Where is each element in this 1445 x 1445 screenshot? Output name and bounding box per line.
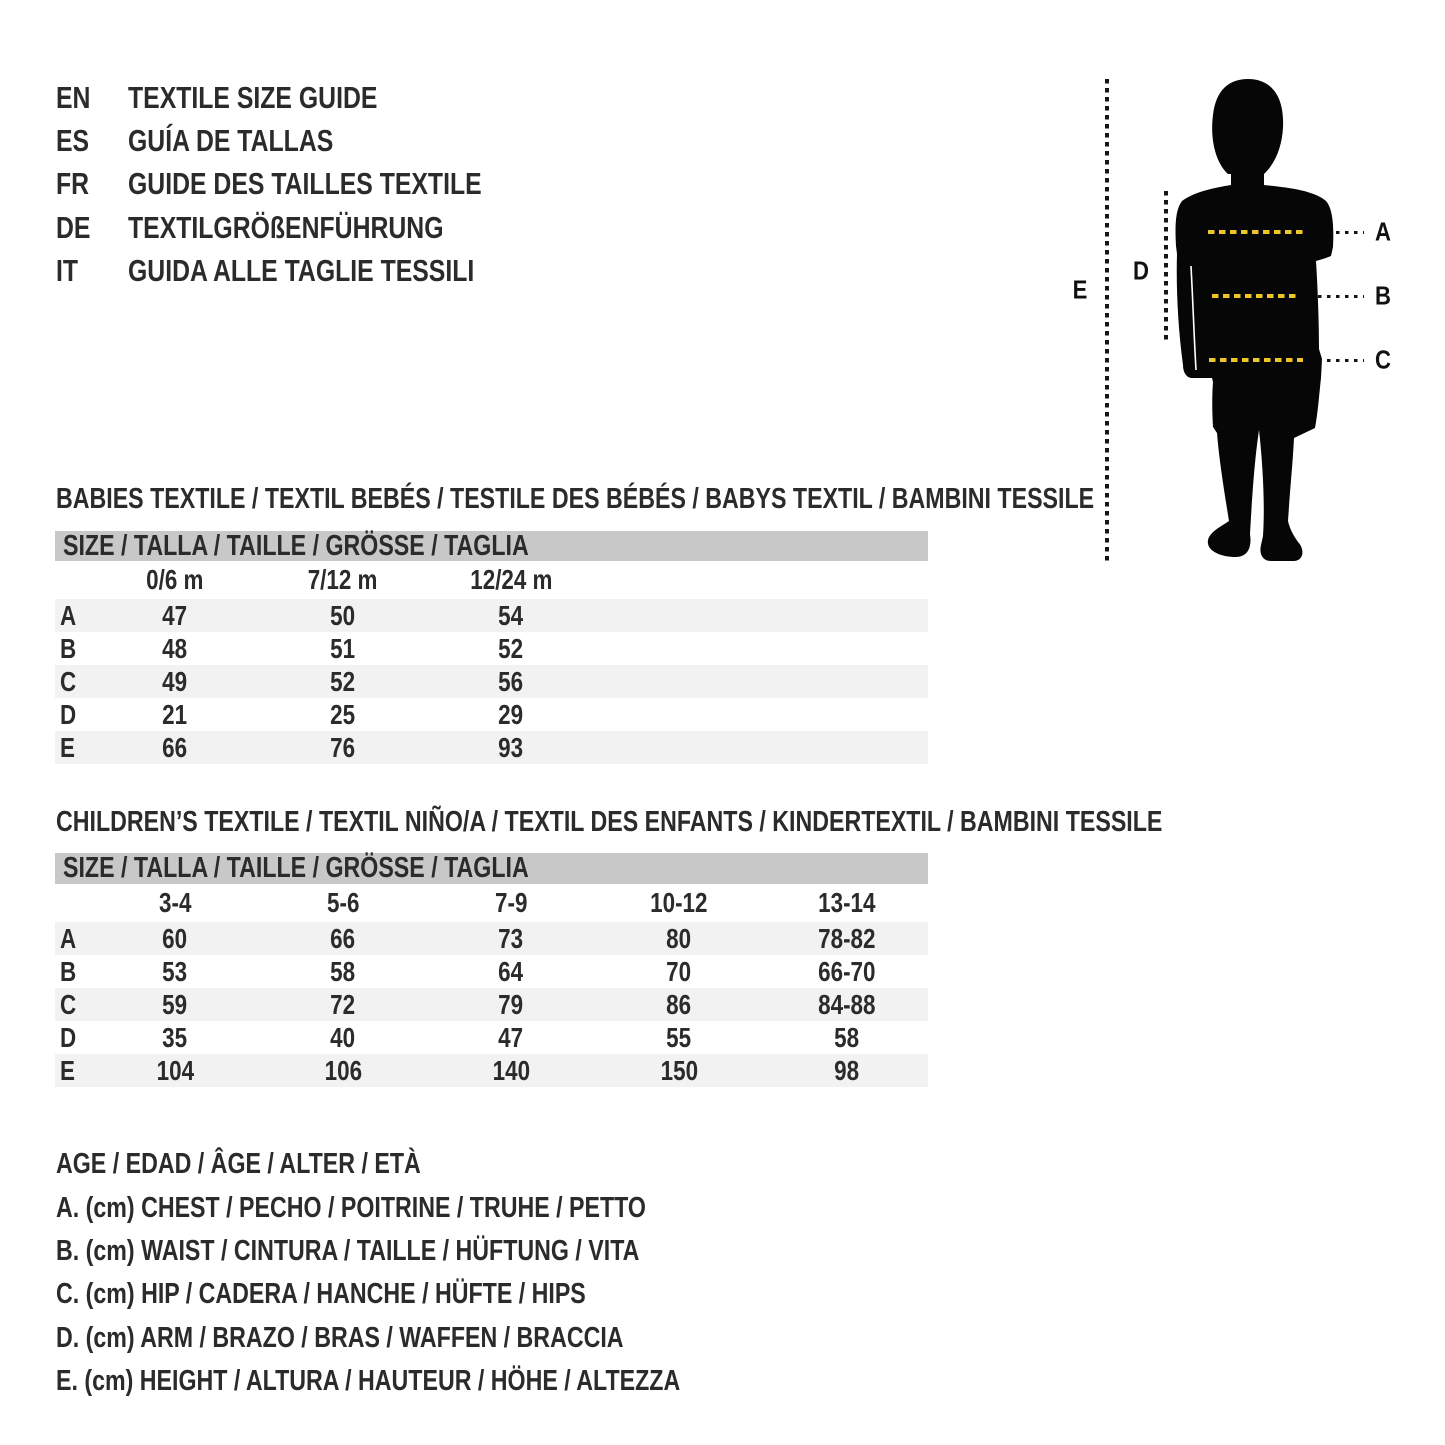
measurement-legend <box>56 1143 836 1403</box>
children-col-7-9: 7-9 <box>494 887 528 918</box>
measure-label-b: B <box>1375 280 1391 311</box>
table-row: A 47 50 54 <box>55 599 928 632</box>
children-section-heading: CHILDREN’S TEXTILE / TEXTIL NIÑO/A / TEXTIL DES ENFANTS / KINDERTEXTIL / BAMBINI TESSILE <box>56 806 1163 838</box>
lang-row-fr <box>56 163 570 206</box>
table-row: B 48 51 52 <box>60 632 524 664</box>
children-table <box>55 884 928 1087</box>
title-fr: GUIDE DES TAILLES TEXTILE <box>128 166 482 202</box>
children-size-band-label: SIZE / TALLA / TAILLE / GRÖSSE / TAGLIA <box>63 852 529 884</box>
table-row: D 35 40 47 55 58 <box>60 1021 860 1053</box>
legend-waist: B. (cm) WAIST / CINTURA / TAILLE / HÜFTUNG / VITA <box>56 1234 640 1267</box>
arm-measure-line-d <box>1164 191 1168 343</box>
babies-table <box>55 561 928 764</box>
measure-label-d: D <box>1133 255 1149 286</box>
lang-code-en: EN <box>56 79 91 115</box>
legend-arm: D. (cm) ARM / BRAZO / BRAS / WAFFEN / BRACCIA <box>56 1321 624 1354</box>
table-row: B 53 58 64 70 66-70 <box>60 955 876 987</box>
waist-dash-line-b <box>1212 294 1298 298</box>
babies-column-header-row <box>55 561 928 599</box>
children-col-3-4: 3-4 <box>158 887 192 918</box>
lang-row-de <box>56 206 570 249</box>
lang-row-it <box>56 250 570 293</box>
children-size-band <box>55 853 928 884</box>
table-row: D 21 25 29 <box>60 698 524 730</box>
lang-row-es <box>56 119 570 162</box>
hip-dash-line-c <box>1209 358 1303 362</box>
legend-height: E. (cm) HEIGHT / ALTURA / HAUTEUR / HÖHE / ALTEZZA <box>56 1365 681 1398</box>
measure-label-c: C <box>1375 344 1391 375</box>
lang-code-it: IT <box>56 253 79 289</box>
lang-code-de: DE <box>56 209 91 245</box>
chest-dash-line-a <box>1208 230 1304 234</box>
title-it: GUIDA ALLE TAGLIE TESSILI <box>128 253 475 289</box>
lang-code-es: ES <box>56 123 90 159</box>
children-col-5-6: 5-6 <box>326 887 360 918</box>
child-silhouette-figure <box>1168 78 1340 568</box>
children-col-13-14: 13-14 <box>818 887 876 918</box>
children-col-10-12: 10-12 <box>650 887 708 918</box>
babies-size-band-label: SIZE / TALLA / TAILLE / GRÖSSE / TAGLIA <box>63 529 529 562</box>
table-row: A 60 66 73 80 78-82 <box>55 922 928 955</box>
measure-label-e: E <box>1072 274 1088 305</box>
title-de: TEXTILGRÖßENFÜHRUNG <box>128 209 444 245</box>
babies-col-7-12m: 7/12 m <box>308 564 378 595</box>
lang-code-fr: FR <box>56 166 90 202</box>
language-title-block <box>56 76 570 293</box>
table-row: C 59 72 79 86 84-88 <box>55 988 928 1021</box>
babies-section-heading: BABIES TEXTILE / TEXTIL BEBÉS / TESTILE DES BÉBÉS / BABYS TEXTIL / BAMBINI TESSILE <box>56 483 1095 515</box>
table-row: C 49 52 56 <box>55 665 928 698</box>
children-column-header-row <box>55 884 928 922</box>
title-en: TEXTILE SIZE GUIDE <box>128 79 378 115</box>
title-es: GUÍA DE TALLAS <box>128 123 334 159</box>
babies-col-0-6m: 0/6 m <box>146 564 204 595</box>
measure-label-a: A <box>1375 216 1391 247</box>
babies-col-12-24m: 12/24 m <box>469 564 553 595</box>
legend-chest: A. (cm) CHEST / PECHO / POITRINE / TRUHE / PETTO <box>56 1191 646 1224</box>
legend-hip: C. (cm) HIP / CADERA / HANCHE / HÜFTE / HIPS <box>56 1278 586 1311</box>
table-row: E 66 76 93 <box>55 731 928 764</box>
lang-row-en <box>56 76 570 119</box>
babies-size-band <box>55 531 928 561</box>
table-row: E 104 106 140 150 98 <box>55 1054 928 1087</box>
legend-age: AGE / EDAD / ÂGE / ALTER / ETÀ <box>56 1148 421 1181</box>
